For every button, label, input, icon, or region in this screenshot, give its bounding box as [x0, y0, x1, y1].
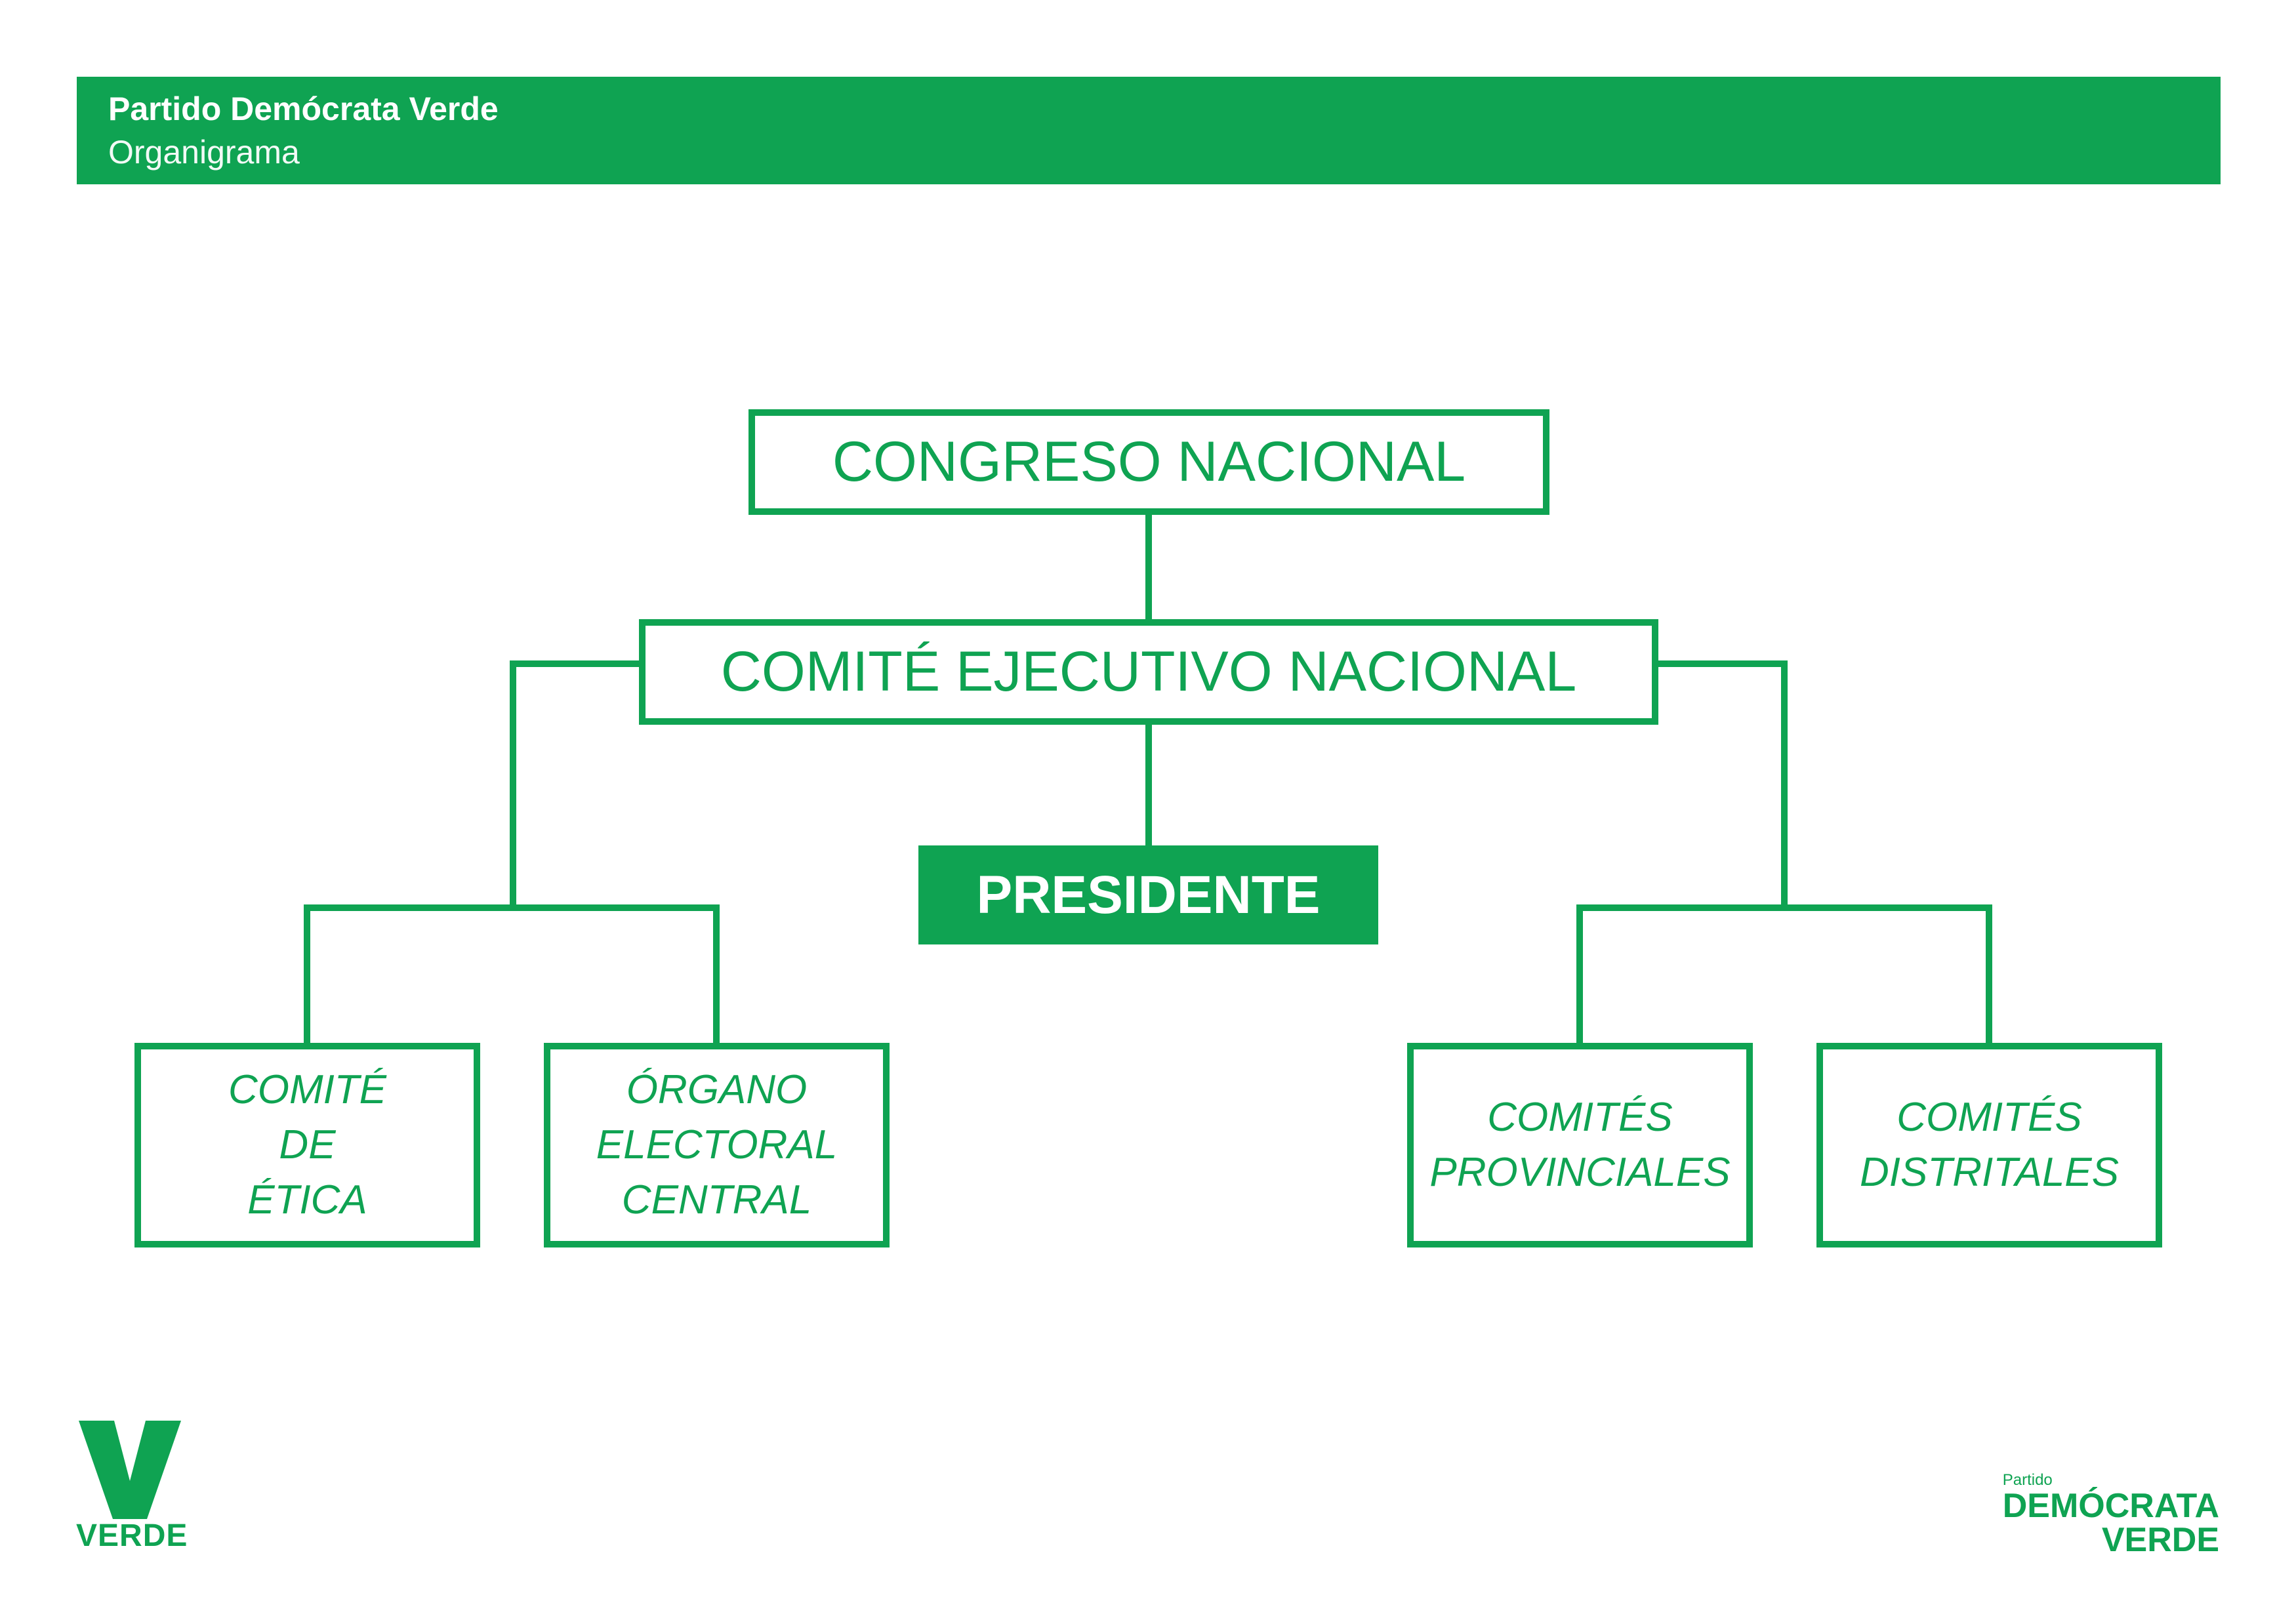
node-label: ÓRGANO ELECTORAL CENTRAL [596, 1067, 838, 1223]
connector-left-children [307, 908, 716, 1043]
partido-democrata-verde-logo [2003, 1472, 2219, 1557]
node-label: COMITÉ EJECUTIVO NACIONAL [720, 640, 1577, 703]
node-comite-ejecutivo-nacional [639, 619, 1658, 725]
node-comites-distritales [1816, 1043, 2162, 1247]
node-comites-provinciales [1407, 1043, 1753, 1247]
node-organo-electoral [544, 1043, 890, 1247]
node-label: COMITÉ DE ÉTICA [228, 1067, 387, 1223]
organization-name: Partido Demócrata Verde [108, 91, 499, 127]
v-letter-logo-icon [76, 1421, 184, 1519]
node-label: COMITÉS DISTRITALES [1859, 1095, 2120, 1195]
connector-right-children [1580, 908, 1989, 1043]
logo-line-2: VERDE [2101, 1521, 2219, 1559]
connector-cen-right [1658, 664, 1784, 908]
logo-line-1: DEMÓCRATA [2002, 1487, 2219, 1525]
node-congreso-nacional [748, 409, 1549, 515]
node-label: COMITÉS PROVINCIALES [1429, 1095, 1731, 1195]
page-subtitle: Organigrama [108, 134, 300, 171]
logo-word: VERDE [76, 1518, 188, 1553]
node-label: PRESIDENTE [976, 864, 1321, 925]
node-comite-etica [134, 1043, 480, 1247]
verde-logo [76, 1421, 188, 1553]
node-presidente [918, 845, 1378, 944]
node-label: CONGRESO NACIONAL [832, 430, 1466, 493]
logo-small-text: Partido [2002, 1471, 2053, 1489]
connector-cen-left [513, 664, 639, 908]
